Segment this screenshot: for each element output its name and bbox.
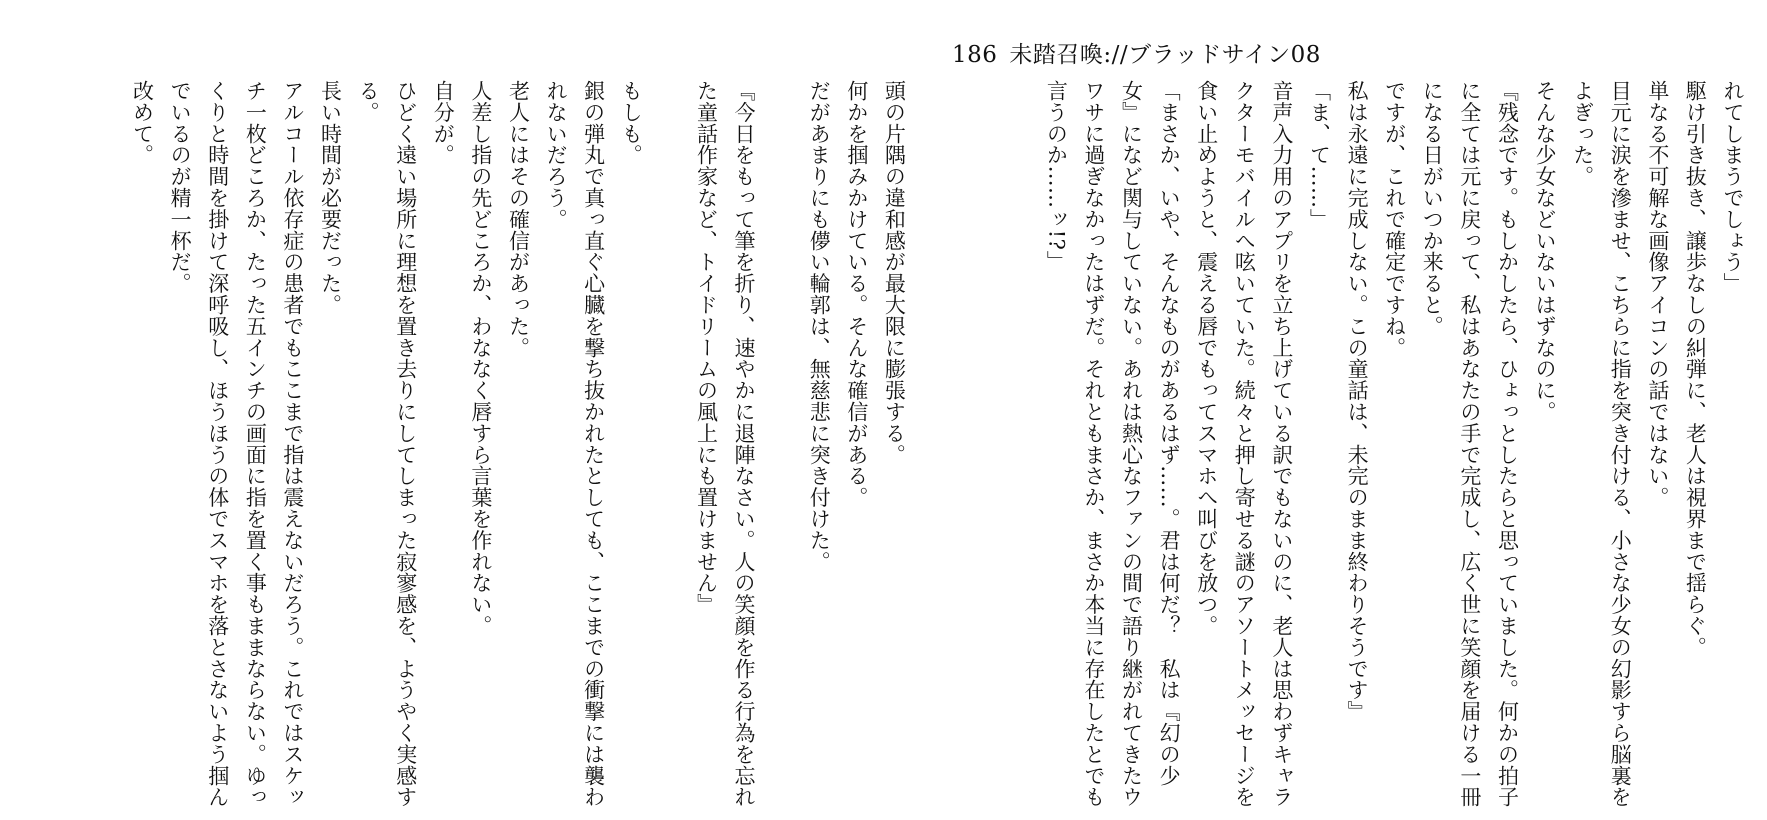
paragraph: ひどく遠い場所に理想を置き去りにしてしまった寂寥感を、ようやく実感する。 (356, 80, 418, 808)
blank-line (762, 80, 800, 810)
page-number: 186 (952, 42, 998, 68)
paragraph: 『残念です。もしかしたら、ひょっとしたらと思っていました。何かの拍子に全ては元に戻って、私はあなたの手で完成し、広く世に笑顔を届ける一冊になる日がいつか来ると。 (1420, 80, 1520, 808)
paragraph: 「ま、て……」 (1307, 80, 1332, 230)
book-title: 未踏召喚://ブラッドサイン08 (1009, 42, 1321, 68)
paragraph: もしも。 (619, 80, 644, 166)
paragraph: 改めて。 (130, 80, 155, 166)
paragraph: れてしまうでしょう」 (1721, 80, 1745, 294)
paragraph: 駆け引き抜き、譲歩なしの糾弾に、老人は視界まで揺らぐ。 (1683, 80, 1708, 658)
paragraph: アルコール依存症の患者でもここまで指は震えないだろう。これではスケッチ一枚どころか、たった五インチの画面に指を置く事もままならない。ゆっくりと時間を掛けて深呼吸し、ほうほうの体でスマホを落とさないよう掴んでいるのが精一杯だ。 (168, 80, 305, 808)
paragraph: 自分が。 (431, 80, 456, 166)
paragraph: 音声入力用のアプリを立ち上げている訳でもないのに、老人は思わずキャラクターモバイルへ呟いていた。続々と押し寄せる謎のアソートメッセージを食い止めようと、震える唇でもってスマホへ叫びを放つ。 (1194, 80, 1294, 808)
paragraph: 「まさか、いや、そんなものがあるはず……。君は何だ？ 私は『幻の少女』になど関与していない。あれは熱心なファンの間で語り継がれてきたウワサに過ぎなかったはずだ。それともまさか、まさか本当に存在したとでも言うのか……ッ!?」 (1044, 80, 1182, 808)
paragraph: 頭の片隅の違和感が最大限に膨張する。 (882, 80, 907, 466)
right-page-text (971, 80, 1751, 810)
paragraph: ですが、これで確定ですね。 (1382, 80, 1407, 359)
left-page-text (0, 80, 950, 810)
paragraph: 私は永遠に完成しない。この童話は、未完のまま終わりそうです』 (1345, 80, 1370, 722)
paragraph: 長い時間が必要だった。 (318, 80, 343, 316)
blank-line (912, 80, 950, 810)
paragraph: そんな少女などいないはずなのに。 (1533, 80, 1558, 423)
paragraph: 何かを掴みかけている。そんな確信がある。 (844, 80, 869, 508)
paragraph: だがあまりにも儚い輪郭は、無慈悲に突き付けた。 (807, 80, 832, 573)
paragraph: 単なる不可解な画像アイコンの話ではない。 (1645, 80, 1670, 508)
paragraph: 『今日をもって筆を折り、速やかに退陣なさい。人の笑顔を作る行為を忘れた童話作家など、トイドリームの風上にも置けません』 (694, 80, 757, 808)
blank-line (649, 80, 687, 810)
paragraph: 人差し指の先どころか、わななく唇すら言葉を作れない。 (468, 80, 493, 637)
paragraph: 老人にはその確信があった。 (506, 80, 531, 359)
page-header (952, 36, 1321, 69)
paragraph: 目元に涙を滲ませ、こちらに指を突き付ける、小さな少女の幻影すら脳裏をよぎった。 (1570, 80, 1633, 808)
paragraph: 銀の弾丸で真っ直ぐ心臓を撃ち抜かれたとしても、ここまでの衝撃には襲われないだろう。 (544, 80, 606, 808)
